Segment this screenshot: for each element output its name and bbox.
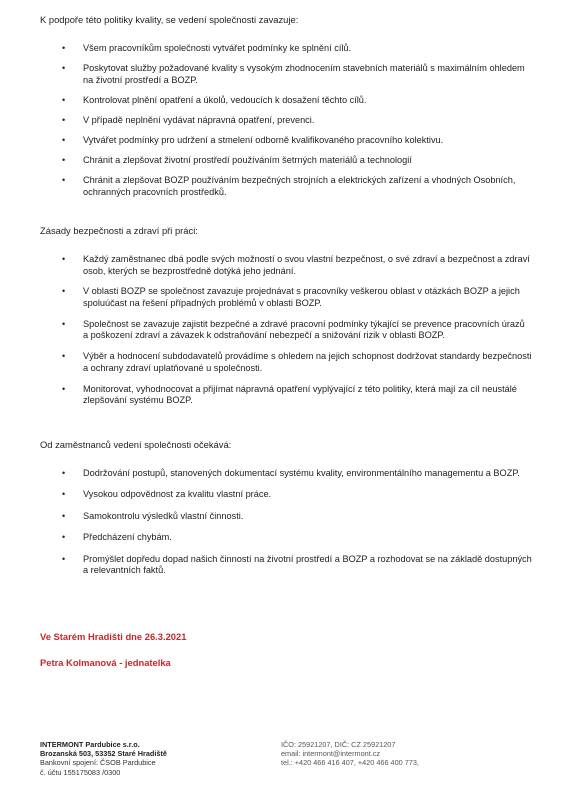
footer-contact-info [281,740,419,768]
safety-principles-list [62,254,532,416]
list-item: • V případě neplnění vydávat nápravná opatření, prevenci. [62,115,532,127]
commitments-list [62,43,532,207]
signature-name: Petra Kolmanová - jednatelka [40,657,171,668]
list-item: • Samokontrolu výsledků vlastní činnosti. [62,511,532,523]
list-item: • Dodržování postupů, stanovených dokumentací systému kvality, environmentálního managementu a BOZP. [62,468,532,480]
footer-company-info [40,740,167,777]
list-item: • Kontrolovat plnění opatření a úkolů, vedoucích k dosažení těchto cílů. [62,95,532,107]
footer-bank: Bankovní spojení: ČSOB Pardubice [40,758,156,768]
footer-account: č. účtu 155175083 /0300 [40,767,121,777]
list-item: • Každý zaměstnanec dbá podle svých možností o svou vlastní bezpečnost, o své zdraví a bezpečnost a zdraví osob, kterých se bezprostředně dotýká jeho jednání. [62,254,532,277]
list-item: • Společnost se zavazuje zajistit bezpečné a zdravé pracovní podmínky týkající se prevence pracovních úrazů a poškození zdraví a závazek k odstraňování nebezpečí a snižování rizik v oblasti BOZP. [62,319,532,342]
list-item: • Chránit a zlepšovat BOZP používáním bezpečných strojních a elektrických zařízení a vhodných Osobních, ochranných pracovních prostředků. [62,175,532,198]
list-item: • Promýšlet dopředu dopad našich činností na životní prostředí a BOZP a rozhodovat se na základě dostupných a relevantních faktů. [62,554,532,577]
section1-heading: K podpoře této politiky kvality, se vedení společnosti zavazuje: [40,14,299,25]
signature-place-date: Ve Starém Hradišti dne 26.3.2021 [40,631,187,642]
list-item: • Výběr a hodnocení subdodavatelů provádíme s ohledem na jejich schopnost dodržovat standardy bezpečnosti a ochrany zdraví uplatňované u společnosti. [62,351,532,374]
list-item: • Vytvářet podmínky pro udržení a stmelení odborně kvalifikovaného pracovního kolektivu. [62,135,532,147]
section2-heading: Zásady bezpečnosti a zdraví při práci: [40,225,198,236]
employee-expectations-list [62,468,532,587]
footer-address: Brozanská 503, 53352 Staré Hradiště [40,749,167,759]
list-item: • Všem pracovníkům společnosti vytvářet podmínky ke splnění cílů. [62,43,532,55]
footer-ico-dic: IČO: 25921207, DIČ: CZ 25921207 [281,740,396,749]
list-item: • Chránit a zlepšovat životní prostředí používáním šetrných materiálů a technologií [62,155,532,167]
footer-company-name: INTERMONT Pardubice s.r.o. [40,740,140,749]
footer-phone: tel.: +420 466 416 407, +420 466 400 773, [281,758,419,768]
list-item: • Poskytovat služby požadované kvality s vysokým zhodnocením stavebních materiálů s maximálním ohledem na životní prostředí a BOZP. [62,63,532,86]
list-item: • V oblasti BOZP se společnost zavazuje projednávat s pracovníky veškerou oblast v otázkách BOZP a jejich spoluúčast na řešení případných problémů v oblasti BOZP. [62,286,532,309]
footer-email[interactable]: email: intermont@intermont.cz [281,749,381,759]
list-item: • Vysokou odpovědnost za kvalitu vlastní práce. [62,489,532,501]
section3-heading: Od zaměstnanců vedení společnosti očekává: [40,439,232,450]
list-item: • Předcházení chybám. [62,532,532,544]
list-item: • Monitorovat, vyhodnocovat a přijímat nápravná opatření vyplývající z této politiky, která mají za cíl neustálé zlepšování systému BOZP. [62,384,532,407]
